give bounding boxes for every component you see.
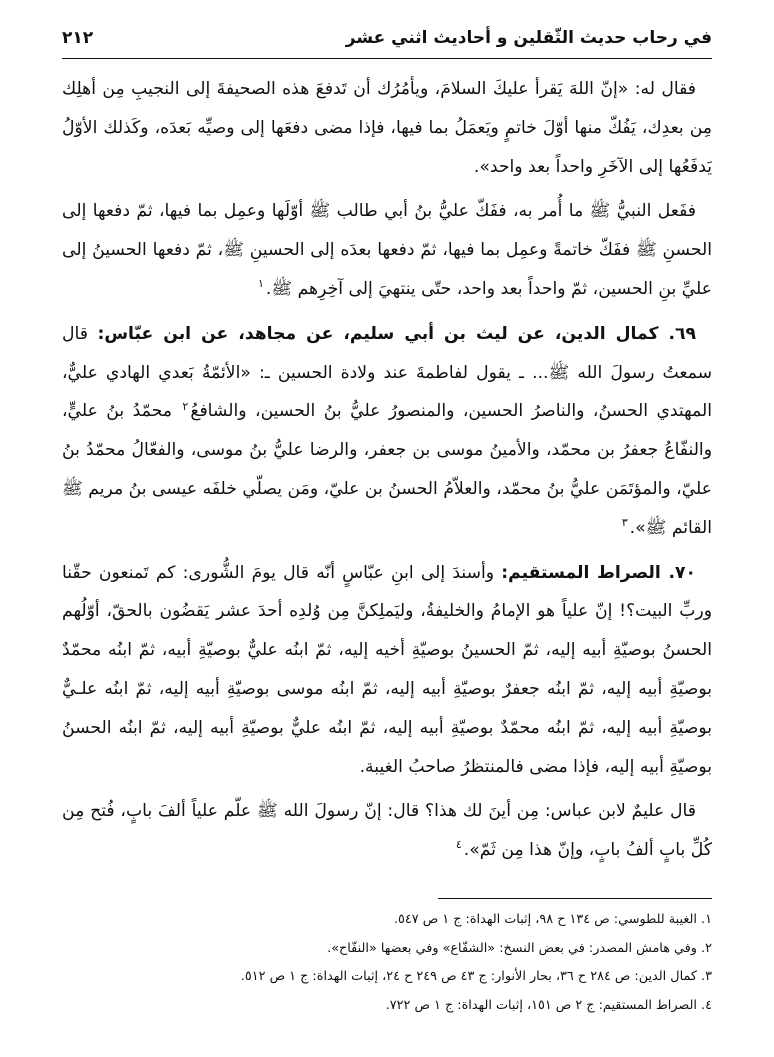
paragraph-1	[62, 70, 712, 186]
footnote-2: ٢. وفي هامش المصدر: في بعض النسخ: «الشفّاع» وفي بعضها «النفّاح».	[327, 940, 712, 956]
footnote-ref-1: ١	[258, 277, 264, 291]
running-title: في رحاب حديث الثّقلين و أحاديث اثني عشر	[345, 28, 712, 48]
page-number: ٢١٢	[62, 28, 94, 48]
footnote-ref-3: ٣	[621, 516, 628, 530]
paragraph-70	[62, 554, 712, 787]
hadith-69-text-cont: محمّدُ بنُ عليٍّ، والنفّاعُ جعفرُ بن محمّد، والأمينُ موسى بن جعفر، والرضا عليُّ بنُ موسى، والفعّالُ محمّدُ بنُ عليّ، والمؤتَمَن عليُّ بنُ محمّد، والعلاّمُ الحسنُ بن عليّ، ومَن يصلّي خلفَه عيسى بنُ مريم ﷺ القائم ﷺ».	[62, 401, 712, 538]
hadith-70-heading: ٧٠. الصراط المستقيم:	[501, 562, 696, 583]
footnote-4: ٤. الصراط المستقيم: ج ٢ ص ١٥١، إثبات الهداة: ج ١ ص ٧٢٢.	[385, 997, 712, 1013]
footnote-1: ١. الغيبة للطوسي: ص ١٣٤ ح ٩٨، إثبات الهداة: ج ١ ص ٥٤٧.	[393, 912, 712, 927]
footnote-ref-2: ٢	[182, 399, 189, 413]
footnote-3: ٣. كمال الدين: ص ٢٨٤ ح ٣٦، بحار الأنوار: ج ٤٣ ص ٢٤٩ ح ٢٤، إثبات الهداة: ج ١ ص ٥١٢.	[240, 969, 712, 984]
hadith-69-heading: ٦٩. كمال الدين، عن ليث بن أبي سليم، عن مجاهد، عن ابن عبّاس:	[97, 323, 697, 344]
paragraph-2-text: ففَعل النبيُّ ﷺ ما أُمر به، ففَكّ عليُّ بنُ أبي طالب ﷺ أوّلَها وعمِل بما فيها، ثمّ دفعها إلى الحسنِ ﷺ ففَكّ خاتمةً وعمِل بما فيها، ثمّ دفعها بعدَه إلى الحسينِ ﷺ، ثمّ دفعها الحسينُ إلى عليِّ بنِ الحسين، ثمّ واحداً بعد واحد، حتّى ينتهيَ إلى آخِرِهم ﷺ.	[62, 201, 712, 299]
header-divider	[62, 58, 712, 59]
paragraph-2	[62, 192, 712, 308]
hadith-69-text: قال سمعتُ رسولَ الله ﷺ... ـ يقول لفاطمةَ عند ولادة الحسين ـ: «الأئمّةُ بَعدي الهادي عليٌّ، المهتدي الحسنُ، والناصرُ الحسين، والمنصورُ عليُّ بنُ الحسين، والشافعُ	[62, 323, 712, 422]
page-header	[62, 20, 712, 56]
paragraph-5-text: قال عليمٌ لابن عباس: مِن أينَ لك هذا؟ قال: إنّ رسولَ الله ﷺ علّم علياً ألفَ بابٍ، فُتح مِن كُلِّ بابٍ ألفُ بابٍ، وإنّ هذا مِن ثَمّ».	[62, 801, 712, 861]
paragraph-1-text: فقال له: «إنّ اللهَ يَقرأ عليكَ السلامَ، ويأمُرُك أن تَدفعَ هذه الصحيفةَ إلى النجيبِ مِن أهلِك مِن بعدِك، يَفُكّ منها أوّلَ خاتمٍ ويَعمَلُ بما فيها، فإذا مضى دفعَها إلى وصيِّه بَعدَه، وكَذلك الأوّلُ يَدفَعُها إلى الآخَرِ واحداً بعد واحد».	[62, 79, 712, 177]
footnote-ref-4: ٤	[455, 838, 462, 852]
main-text	[62, 70, 712, 870]
footnote-divider	[438, 898, 712, 899]
paragraph-5	[62, 792, 712, 870]
paragraph-69	[62, 315, 712, 548]
hadith-70-text: وأسندَ إلى ابنِ عبّاسٍ أنّه قال يومَ الشُّورى: كم تَمنعون حقّنا وربِّ البيت؟! إنّ علياً هو الإمامُ والخليفةُ، وليَملِكنَّ مِن وُلدِه أحدَ عشر يَقضُون بالحقّ، أوّلُهم الحسنُ بوصيّةِ أبيه إليه، ثمّ الحسينُ بوصيّةِ أخيه إليه، ثمّ ابنُه عليٌّ بوصيّةِ أبيه، ثمّ ابنُه محمّدٌ بوصيّةِ أبيه إليه، ثمّ ابنُه جعفرٌ بوصيّةِ أبيه إليه، ثمّ ابنُه موسى بوصيّةِ أبيه إليه، ثمّ ابنُه علـيٌّ بوصيّةِ أبيه إليه، ثمّ ابنُه محمّدٌ بوصيّةِ أبيه إليه، ثمّ ابنُه عليٌّ بوصيّةِ أبيه إليه، ثمّ ابنُه الحسنُ بوصيّةِ أبيه إليه، فإذا مضى فالمنتظرُ صاحبُ الغيبة.	[62, 562, 712, 777]
footnotes	[62, 906, 712, 1020]
